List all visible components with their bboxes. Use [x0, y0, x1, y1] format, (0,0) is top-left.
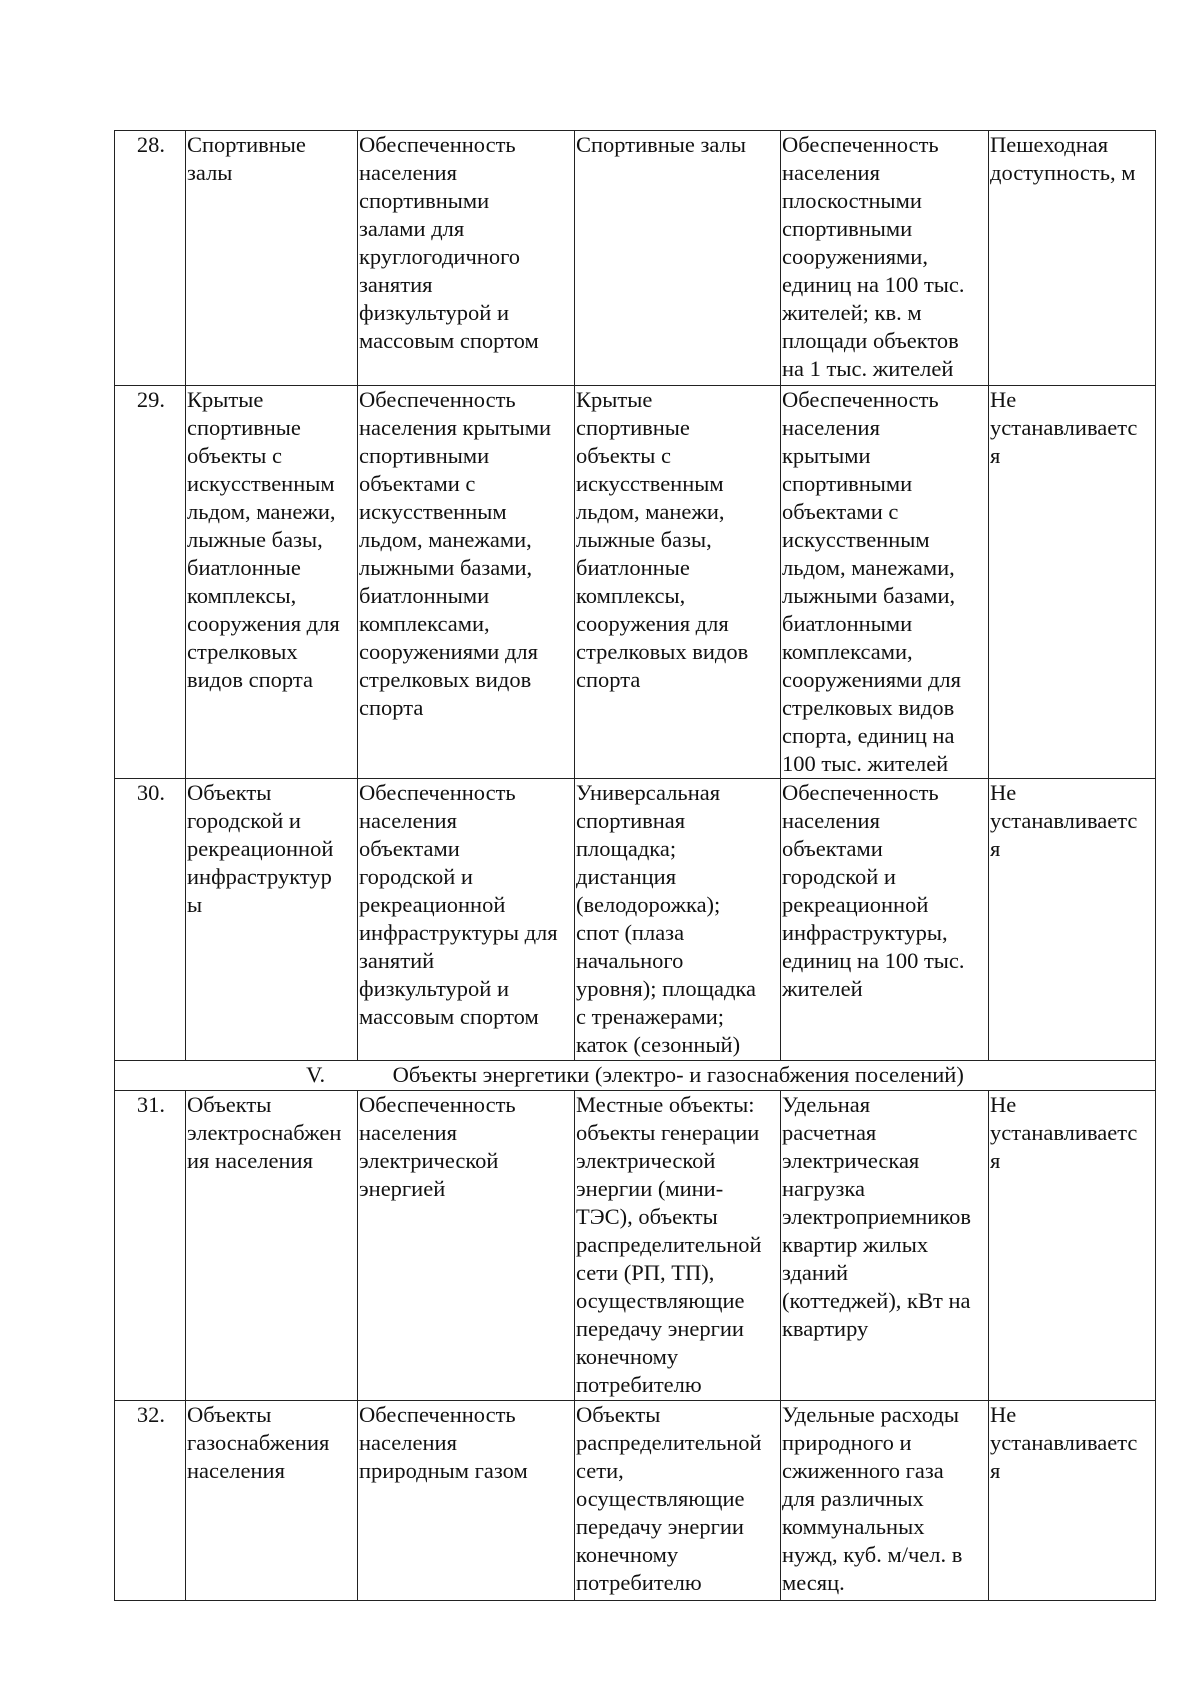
row-number: 31.: [115, 1091, 186, 1401]
access-cell: [989, 131, 1156, 386]
row-number: 28.: [115, 131, 186, 386]
norm: Обеспеченность населения плоскостными спортивными сооружениями, единиц на 100 тыс. жителей; кв. м площади объектов на 1 тыс. жителей: [782, 132, 965, 381]
section-numeral: V.: [306, 1062, 326, 1087]
table-row: [115, 779, 1156, 1061]
object-name-cell: [186, 1091, 358, 1401]
indicator: Обеспеченность населения спортивными залами для круглогодичного занятия физкультурой и массовым спортом: [359, 132, 539, 353]
object-name-cell: [186, 779, 358, 1061]
indicator-cell: [358, 1401, 575, 1601]
section-title: Объекты энергетики (электро- и газоснабжения поселений): [392, 1062, 964, 1087]
table-row: [115, 1401, 1156, 1601]
access: Пешеходная доступность, м: [990, 132, 1136, 185]
indicator: Обеспеченность населения крытыми спортивными объектами с искусственным льдом, манежами, лыжными базами, биатлонными комплексами, сооружениями для стрелковых видов спорта: [359, 387, 552, 720]
norm: Удельные расходы природного и сжиженного газа для различных коммунальных нужд, куб. м/чел. в месяц.: [782, 1402, 963, 1595]
object-name: Объекты городской и рекреационной инфраструктур ы: [187, 780, 334, 917]
objects: Спортивные залы: [576, 132, 746, 157]
objects-cell: [575, 779, 781, 1061]
access: Не устанавливаетс я: [990, 780, 1138, 861]
object-name-cell: [186, 1401, 358, 1601]
indicator: Обеспеченность населения электрической энергией: [359, 1092, 516, 1201]
objects-cell: [575, 1401, 781, 1601]
objects: Универсальная спортивная площадка; дистанция (велодорожка); спот (плаза начального уровня); площадка с тренажерами; каток (сезонный): [576, 780, 756, 1057]
norm: Обеспеченность населения крытыми спортивными объектами с искусственным льдом, манежами, лыжными базами, биатлонными комплексами, сооружениями для стрелковых видов спорта, единиц на 100 тыс. жителей: [782, 387, 961, 776]
object-name: Объекты электроснабжен ия населения: [187, 1092, 342, 1173]
objects: Крытые спортивные объекты с искусственным льдом, манежи, лыжные базы, биатлонные комплексы, сооружения для стрелковых видов спорта: [576, 387, 749, 692]
table-row: [115, 1091, 1156, 1401]
row-number: 32.: [115, 1401, 186, 1601]
objects-cell: [575, 386, 781, 779]
indicator: Обеспеченность населения объектами городской и рекреационной инфраструктуры для занятий физкультурой и массовым спортом: [359, 780, 558, 1029]
objects: Местные объекты: объекты генерации электрической энергии (мини- ТЭС), объекты распределительной сети (РП, ТП), осуществляющие передачу энергии конечному потребителю: [576, 1092, 762, 1397]
indicator-cell: [358, 779, 575, 1061]
norm-cell: [781, 1091, 989, 1401]
norm-cell: [781, 131, 989, 386]
object-name: Объекты газоснабжения населения: [187, 1402, 330, 1483]
access: Не устанавливаетс я: [990, 1092, 1138, 1173]
section-header: [115, 1061, 1156, 1091]
objects-cell: [575, 1091, 781, 1401]
object-name-cell: [186, 131, 358, 386]
access: Не устанавливаетс я: [990, 1402, 1138, 1483]
indicator-cell: [358, 1091, 575, 1401]
norm: Обеспеченность населения объектами городской и рекреационной инфраструктуры, единиц на 100 тыс. жителей: [782, 780, 965, 1001]
standards-table: [114, 130, 1156, 1601]
row-number: 30.: [115, 779, 186, 1061]
row-number: 29.: [115, 386, 186, 779]
indicator: Обеспеченность населения природным газом: [359, 1402, 528, 1483]
norm-cell: [781, 1401, 989, 1601]
access-cell: [989, 1091, 1156, 1401]
table-row: [115, 131, 1156, 386]
indicator-cell: [358, 131, 575, 386]
object-name-cell: [186, 386, 358, 779]
table-row: [115, 386, 1156, 779]
norm: Удельная расчетная электрическая нагрузка электроприемников квартир жилых зданий (коттеджей), кВт на квартиру: [782, 1092, 972, 1341]
object-name: Спортивные залы: [187, 132, 306, 185]
access-cell: [989, 1401, 1156, 1601]
access: Не устанавливаетс я: [990, 387, 1138, 468]
objects-cell: [575, 131, 781, 386]
access-cell: [989, 779, 1156, 1061]
norm-cell: [781, 779, 989, 1061]
object-name: Крытые спортивные объекты с искусственным льдом, манежи, лыжные базы, биатлонные комплексы, сооружения для стрелковых видов спорта: [187, 387, 340, 692]
indicator-cell: [358, 386, 575, 779]
section-header-row: [115, 1061, 1156, 1091]
norm-cell: [781, 386, 989, 779]
access-cell: [989, 386, 1156, 779]
objects: Объекты распределительной сети, осуществляющие передачу энергии конечному потребителю: [576, 1402, 762, 1595]
